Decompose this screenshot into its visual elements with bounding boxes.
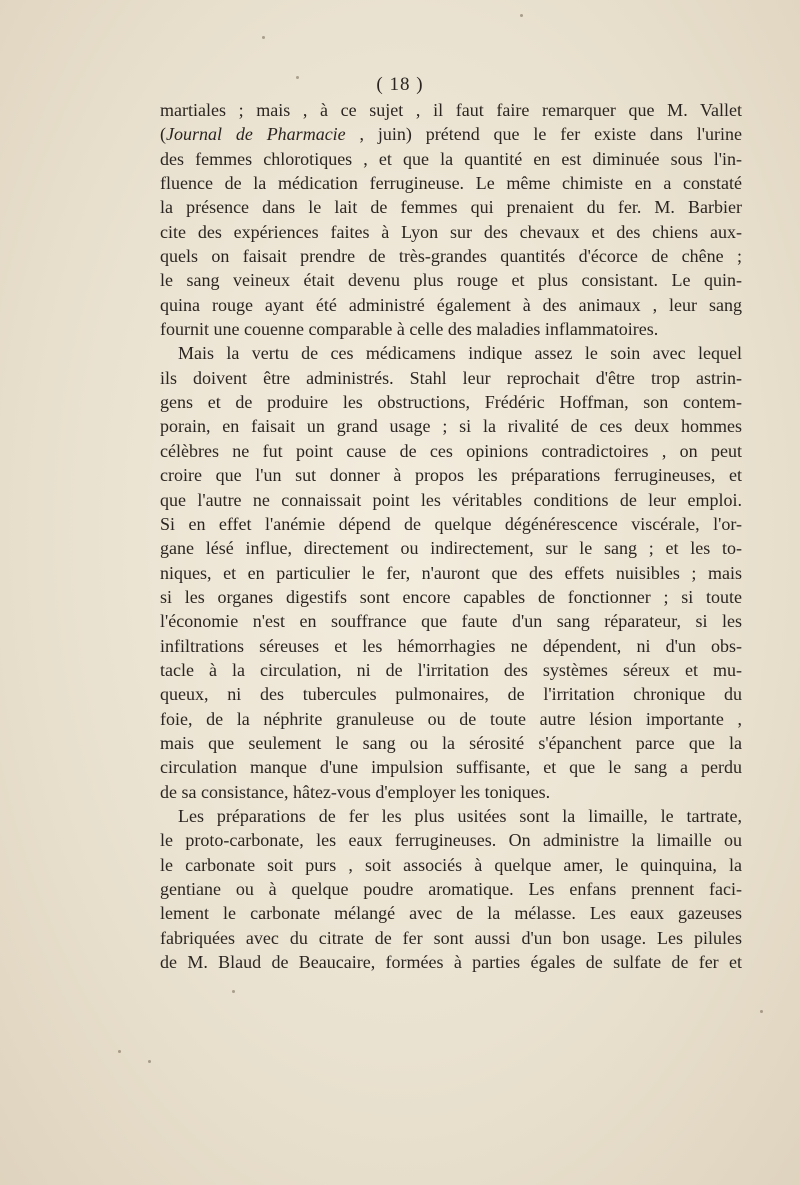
paper-speck bbox=[520, 14, 523, 17]
text-line: célèbres ne fut point cause de ces opinions contradictoires , on peut bbox=[160, 440, 742, 461]
paper-speck bbox=[232, 990, 235, 993]
text-line: des femmes chlorotiques , et que la quantité en est diminuée sous l'in- bbox=[160, 148, 742, 169]
text-line: fournit une couenne comparable à celle des maladies inflammatoires. bbox=[160, 319, 659, 340]
text-line: l'économie n'est en souffrance que faute d'un sang réparateur, si les bbox=[160, 611, 742, 632]
text-line: le sang veineux était devenu plus rouge et plus consistant. Le quin- bbox=[160, 270, 742, 291]
text-line: quels on faisait prendre de très-grandes quantités d'écorce de chêne ; bbox=[160, 246, 742, 267]
text-line: Si en effet l'anémie dépend de quelque dégénérescence viscérale, l'or- bbox=[160, 513, 742, 534]
text-line: de M. Blaud de Beaucaire, formées à parties égales de sulfate de fer et bbox=[160, 952, 742, 973]
text-line: (Journal de Pharmacie , juin) prétend que le fer existe dans l'urine bbox=[160, 124, 742, 145]
text-line: mais que seulement le sang ou la sérosité s'épanchent parce que la bbox=[160, 732, 742, 753]
text-line: Les préparations de fer les plus usitées sont la limaille, le tartrate, bbox=[178, 805, 742, 826]
text-line: Mais la vertu de ces médicamens indique assez le soin avec lequel bbox=[178, 343, 742, 364]
text-line: le proto-carbonate, les eaux ferrugineuses. On administre la limaille ou bbox=[160, 830, 742, 851]
paragraph-2 bbox=[160, 341, 742, 804]
text-line: de sa consistance, hâtez-vous d'employer les toniques. bbox=[160, 781, 551, 802]
text-line: foie, de la néphrite granuleuse ou de toute autre lésion importante , bbox=[160, 708, 742, 729]
text-line: que l'autre ne connaissait point les véritables conditions de leur emploi. bbox=[160, 489, 742, 510]
text-line: si les organes digestifs sont encore capables de fonctionner ; si toute bbox=[160, 586, 742, 607]
page-number: ( 18 ) bbox=[376, 74, 424, 95]
body-text bbox=[160, 98, 742, 974]
paper-speck bbox=[296, 76, 299, 79]
text-line: tacle à la circulation, ni de l'irritation des systèmes séreux et mu- bbox=[160, 659, 742, 680]
journal-title: Journal de Pharmacie bbox=[166, 124, 346, 145]
text-line: fluence de la médication ferrugineuse. Le même chimiste en a constaté bbox=[160, 173, 742, 194]
paragraph-3 bbox=[160, 804, 742, 974]
paper-speck bbox=[148, 1060, 151, 1063]
text-line: ils doivent être administrés. Stahl leur reprochait d'être trop astrin- bbox=[160, 367, 742, 388]
text-line: croire que l'un sut donner à propos les préparations ferrugineuses, et bbox=[160, 465, 742, 486]
paper-speck bbox=[760, 1010, 763, 1013]
text-line: infiltrations séreuses et les hémorrhagies ne dépendent, ni d'un obs- bbox=[160, 635, 742, 656]
text-line: niques, et en particulier le fer, n'auront que des effets nuisibles ; mais bbox=[160, 562, 742, 583]
paragraph-1 bbox=[160, 98, 742, 341]
text-line: circulation manque d'une impulsion suffisante, et que le sang a perdu bbox=[160, 757, 742, 778]
text-line: la présence dans le lait de femmes qui prenaient du fer. M. Barbier bbox=[160, 197, 742, 218]
text-line: gens et de produire les obstructions, Frédéric Hoffman, son contem- bbox=[160, 392, 742, 413]
text-line: gane lésé influe, directement ou indirectement, sur le sang ; et les to- bbox=[160, 538, 742, 559]
text-line: le carbonate soit purs , soit associés à quelque amer, le quinquina, la bbox=[160, 854, 742, 875]
text-line: fabriquées avec du citrate de fer sont aussi d'un bon usage. Les pilules bbox=[160, 927, 742, 948]
text-line: porain, en faisait un grand usage ; si la rivalité de ces deux hommes bbox=[160, 416, 742, 437]
text-line: queux, ni des tubercules pulmonaires, de l'irritation chronique du bbox=[160, 684, 742, 705]
text-line: lement le carbonate mélangé avec de la mélasse. Les eaux gazeuses bbox=[160, 903, 742, 924]
paper-speck bbox=[262, 36, 265, 39]
paper-speck bbox=[118, 1050, 121, 1053]
text-line: gentiane ou à quelque poudre aromatique. Les enfans prennent faci- bbox=[160, 879, 742, 899]
text-line: cite des expériences faites à Lyon sur des chevaux et des chiens aux- bbox=[160, 221, 742, 242]
text-line: quina rouge ayant été administré également à des animaux , leur sang bbox=[160, 294, 742, 315]
text-line: martiales ; mais , à ce sujet , il faut faire remarquer que M. Vallet bbox=[160, 100, 742, 120]
